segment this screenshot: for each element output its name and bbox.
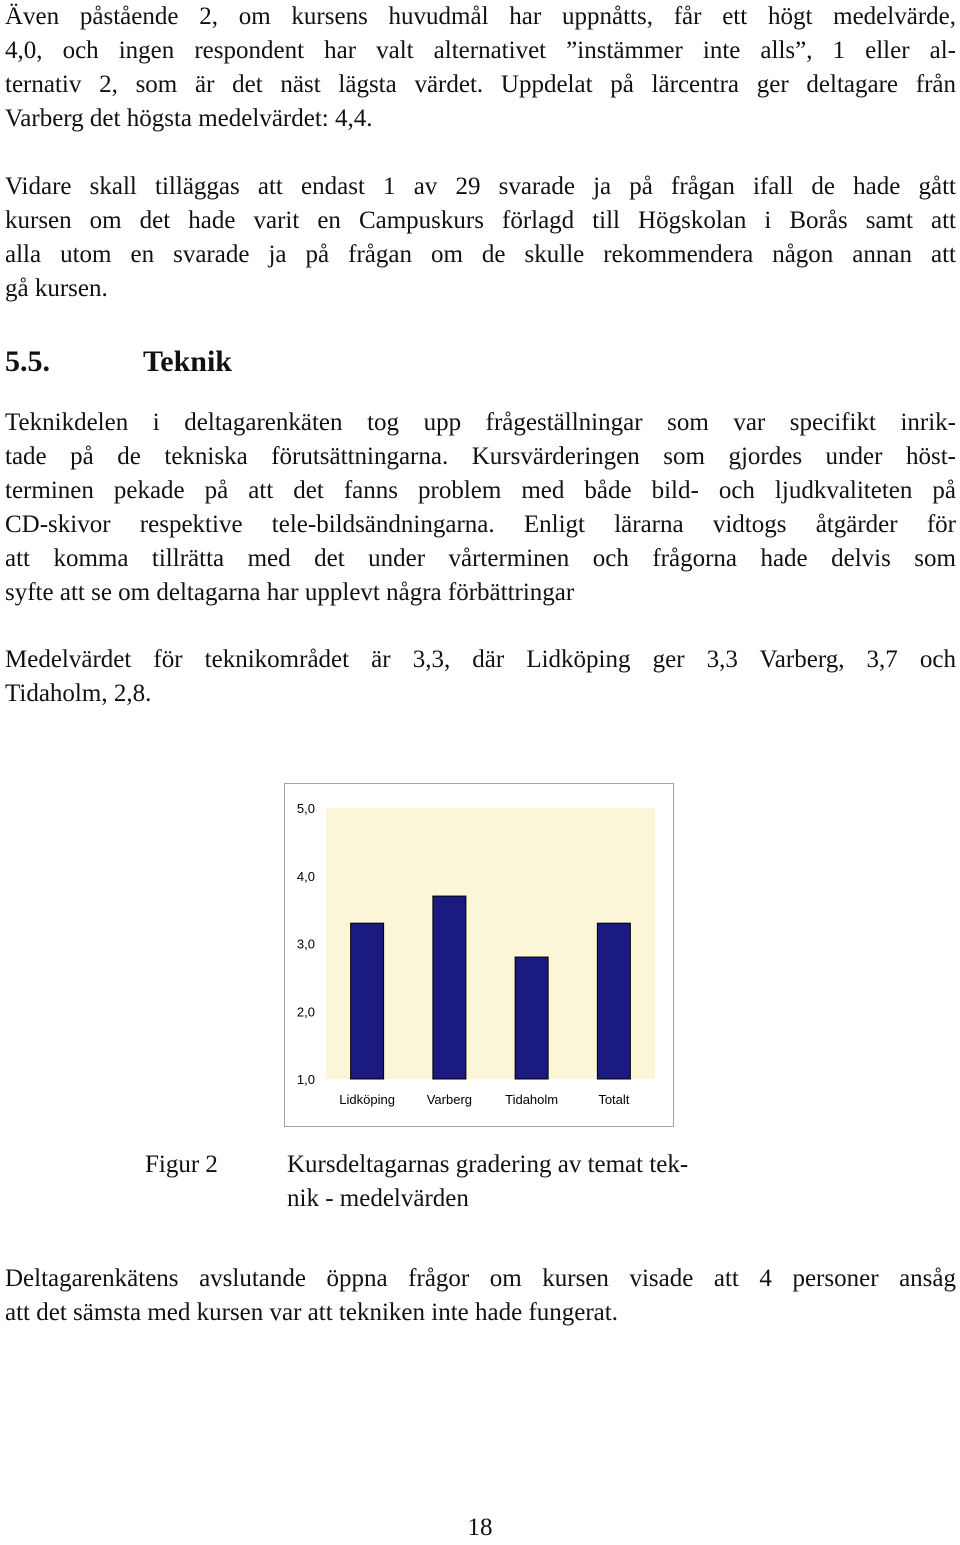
caption-line: Kursdeltagarnas gradering av temat tek-: [287, 1151, 689, 1178]
caption-line: nik - medelvärden: [287, 1185, 469, 1212]
text-line: syfte att se om deltagarna har upplevt några förbättringar: [5, 579, 575, 606]
paragraph-technology-mean: [5, 643, 956, 711]
y-tick-label: 5,0: [296, 801, 315, 816]
bar: [433, 896, 466, 1079]
paragraph-open-questions: [5, 1262, 956, 1330]
text-line: terminen pekade på att det fanns problem med både bild- och ljudkvaliteten på: [5, 477, 956, 504]
figure-caption: [287, 1148, 757, 1216]
y-tick-label: 3,0: [296, 936, 315, 952]
text-line: kursen om det hade varit en Campuskurs förlagd till Högskolan i Borås samt att: [5, 207, 956, 234]
paragraph-summary-goal: [5, 0, 956, 136]
x-category-label: Lidköping: [339, 1092, 395, 1107]
x-category-label: Varberg: [426, 1092, 473, 1107]
y-tick-label: 2,0: [296, 1004, 315, 1020]
y-tick-label: 4,0: [296, 868, 315, 884]
bar: [597, 923, 630, 1079]
text-line: alla utom en svarade ja på frågan om de skulle rekommendera någon annan att: [5, 241, 956, 268]
bar: [351, 923, 384, 1079]
text-line: tade på de tekniska förutsättningarna. Kursvärderingen som gjordes under höst-: [5, 443, 956, 470]
paragraph-technology-intro: [5, 406, 956, 610]
text-line: Vidare skall tilläggas att endast 1 av 29 svarade ja på frågan ifall de hade gått: [5, 173, 956, 200]
text-line: Deltagarenkätens avslutande öppna frågor om kursen visade att 4 personer ansåg: [5, 1265, 956, 1292]
text-line: CD-skivor respektive tele-bildsändningarna. Enligt lärarna vidtogs åtgärder för: [5, 511, 956, 538]
text-line: Medelvärdet för teknikområdet är 3,3, där Lidköping ger 3,3 Varberg, 3,7 och: [5, 646, 956, 673]
text-line: att komma tillrätta med det under vårterminen och frågorna hade delvis som: [5, 545, 956, 572]
figure-label: Figur 2: [145, 1151, 218, 1178]
section-title: Teknik: [143, 345, 232, 378]
section-heading: [5, 344, 232, 380]
section-number: 5.5.: [5, 345, 50, 378]
text-line: att det sämsta med kursen var att tekniken inte hade fungerat.: [5, 1299, 618, 1326]
x-category-label: Totalt: [598, 1092, 630, 1107]
text-line: Även påstående 2, om kursens huvudmål har uppnåtts, får ett högt medelvärde,: [5, 3, 956, 30]
x-category-label: Tidaholm: [505, 1092, 559, 1107]
page-number: 18: [467, 1514, 493, 1541]
bar: [515, 957, 548, 1079]
text-line: Tidaholm, 2,8.: [5, 680, 152, 707]
text-line: Teknikdelen i deltagarenkäten tog upp frågeställningar som var specifikt inrik-: [5, 409, 956, 436]
text-line: gå kursen.: [5, 275, 108, 302]
bar-chart: [284, 783, 674, 1127]
text-line: 4,0, och ingen respondent har valt alternativet ”instämmer inte alls”, 1 eller al-: [5, 37, 956, 64]
chart-canvas: [285, 784, 673, 1126]
y-tick-label: 1,0: [296, 1072, 315, 1087]
text-line: Varberg det högsta medelvärdet: 4,4.: [5, 105, 373, 132]
paragraph-campus-question: [5, 170, 956, 306]
text-line: ternativ 2, som är det näst lägsta värdet. Uppdelat på lärcentra ger deltagare från: [5, 71, 956, 98]
